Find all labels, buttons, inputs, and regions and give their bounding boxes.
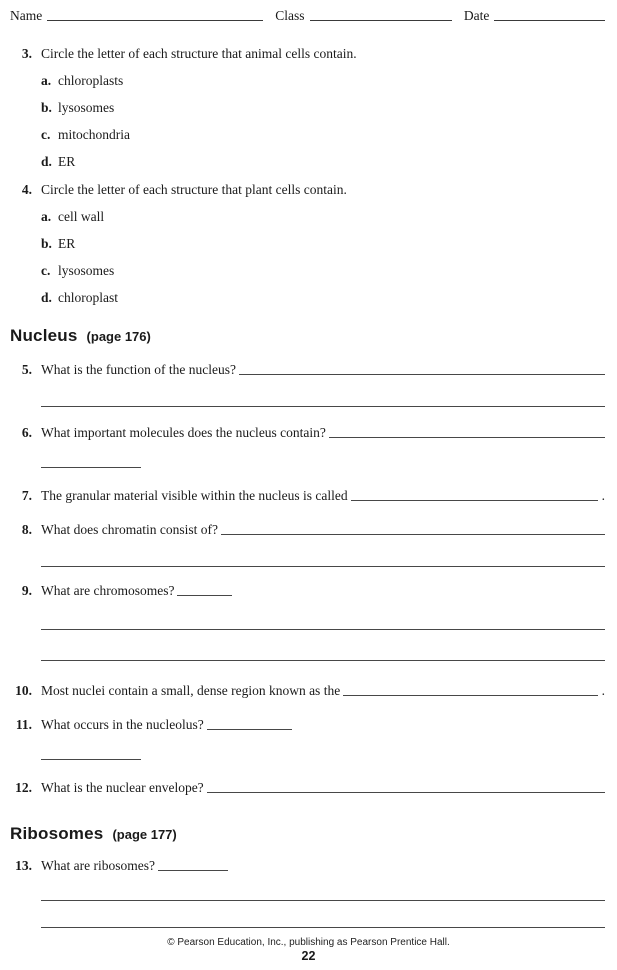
choice-4c: [41, 263, 605, 279]
question-number: 5.: [21, 362, 32, 377]
choice-text: mitochondria: [58, 127, 130, 142]
name-label: Name: [10, 8, 43, 23]
question-11: [10, 717, 605, 733]
sentence-period: .: [601, 683, 605, 698]
choice-letter: c.: [41, 127, 51, 142]
class-label: Class: [275, 8, 305, 23]
choice-text: ER: [58, 236, 76, 251]
question-number: 12.: [15, 780, 32, 795]
answer-line: [239, 374, 605, 375]
section-heading-ribosomes: [10, 824, 605, 844]
question-text: Circle the letter of each structure that animal cells contain.: [41, 46, 357, 61]
question-5: [10, 362, 605, 378]
answer-line: [351, 500, 598, 501]
choice-text: cell wall: [58, 209, 105, 224]
question-text: What occurs in the nucleolus?: [41, 717, 204, 732]
section-heading-nucleus: [10, 326, 605, 346]
question-number: 7.: [21, 488, 32, 503]
answer-line: [329, 437, 605, 438]
question-8: [10, 522, 605, 538]
question-number: 4.: [21, 182, 32, 197]
question-text: What important molecules does the nucleus contain?: [41, 425, 326, 440]
question-9: [10, 583, 605, 599]
section-title: Ribosomes: [10, 824, 104, 843]
question-text: What does chromatin consist of?: [41, 522, 218, 537]
answer-line: [221, 534, 605, 535]
answer-line: [41, 566, 605, 567]
date-blank-line: [494, 20, 605, 21]
question-text: Most nuclei contain a small, dense region known as the: [41, 683, 341, 698]
choice-text: lysosomes: [58, 263, 115, 278]
question-number: 10.: [15, 683, 32, 698]
question-7: [10, 488, 605, 504]
name-blank-line: [47, 20, 263, 21]
question-number: 6.: [21, 425, 32, 440]
answer-line: [41, 406, 605, 407]
date-label: Date: [463, 8, 490, 23]
answer-line: [41, 759, 141, 760]
choice-letter: b.: [41, 100, 52, 115]
question-6: [10, 425, 605, 441]
choice-letter: d.: [41, 154, 52, 169]
answer-line: [158, 870, 228, 871]
copyright-text: © Pearson Education, Inc., publishing as Pearson Prentice Hall.: [167, 937, 450, 948]
section-page-ref: (page 177): [112, 827, 177, 842]
question-text: What are chromosomes?: [41, 583, 175, 598]
page-header: [10, 8, 605, 24]
answer-line: [343, 695, 597, 696]
choice-letter: a.: [41, 73, 52, 88]
class-blank-line: [310, 20, 452, 21]
question-number: 11.: [15, 717, 32, 732]
choice-letter: a.: [41, 209, 52, 224]
choice-4b: [41, 236, 605, 252]
question-number: 3.: [21, 46, 32, 61]
answer-line: [41, 900, 605, 901]
choice-text: chloroplast: [58, 290, 118, 305]
question-12: [10, 780, 605, 796]
page-footer: [0, 937, 617, 963]
question-text: What is the nuclear envelope?: [41, 780, 204, 795]
answer-line: [41, 927, 605, 928]
answer-line: [41, 467, 141, 468]
question-text: What are ribosomes?: [41, 858, 155, 873]
question-number: 13.: [15, 858, 32, 873]
choice-4a: [41, 209, 605, 225]
question-text: What is the function of the nucleus?: [41, 362, 236, 377]
choice-text: ER: [58, 154, 76, 169]
choice-text: chloroplasts: [58, 73, 124, 88]
question-3: [10, 46, 605, 62]
question-text: The granular material visible within the nucleus is called: [41, 488, 348, 503]
choice-3b: [41, 100, 605, 116]
answer-line: [41, 629, 605, 630]
answer-line: [41, 660, 605, 661]
section-title: Nucleus: [10, 326, 78, 345]
question-number: 8.: [21, 522, 32, 537]
section-page-ref: (page 176): [86, 329, 151, 344]
choice-letter: c.: [41, 263, 51, 278]
answer-line: [207, 729, 292, 730]
choice-letter: b.: [41, 236, 52, 251]
question-10: [10, 683, 605, 699]
choice-3c: [41, 127, 605, 143]
answer-line: [177, 595, 232, 596]
question-number: 9.: [21, 583, 32, 598]
page-number: 22: [301, 949, 316, 963]
question-4: [10, 182, 605, 198]
answer-line: [207, 792, 605, 793]
sentence-period: .: [601, 488, 605, 503]
choice-4d: [41, 290, 605, 306]
choice-3a: [41, 73, 605, 89]
choice-letter: d.: [41, 290, 52, 305]
question-13: [10, 858, 605, 874]
choice-text: lysosomes: [58, 100, 115, 115]
question-text: Circle the letter of each structure that plant cells contain.: [41, 182, 347, 197]
choice-3d: [41, 154, 605, 170]
